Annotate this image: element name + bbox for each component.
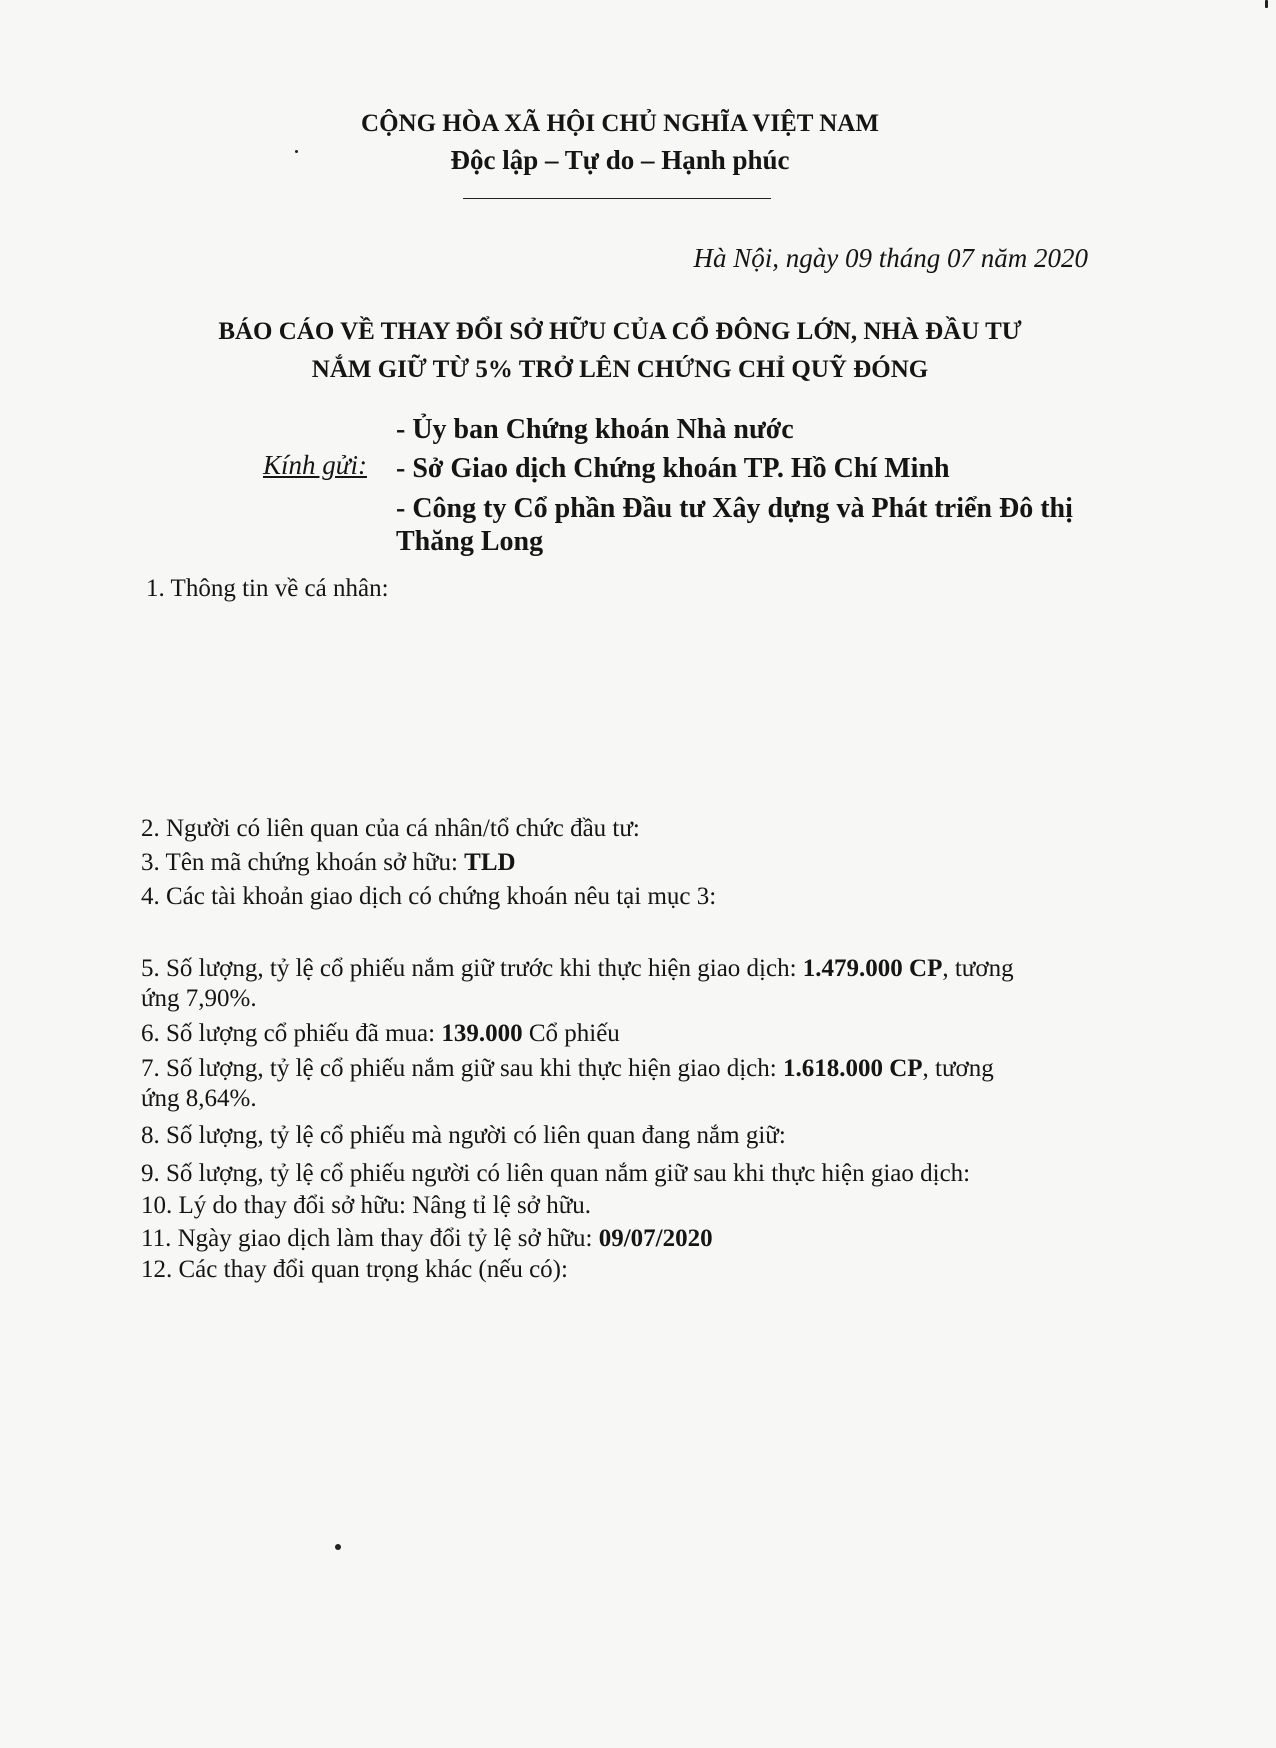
section-7-label: 7. Số lượng, tỷ lệ cổ phiếu nắm giữ sau khi thực hiện giao dịch: [141,1055,783,1082]
section-2: 2. Người có liên quan của cá nhân/tổ chức đầu tư: [141,815,640,842]
header-underline [463,198,771,199]
national-motto: Độc lập – Tự do – Hạnh phúc [450,145,790,175]
date-line: Hà Nội, ngày 09 tháng 07 năm 2020 [693,243,1088,273]
section-3-label: 3. Tên mã chứng khoán sở hữu: [141,849,465,876]
scan-edge-mark [1265,0,1268,8]
section-12: 12. Các thay đổi quan trọng khác (nếu có): [141,1256,568,1283]
section-3 [141,849,516,877]
section-5 [141,955,1014,983]
section-10: 10. Lý do thay đổi sở hữu: Nâng tỉ lệ sở hữu. [141,1192,592,1219]
recipient-1: - Ủy ban Chứng khoán Nhà nước [396,414,794,445]
section-7-cont: ứng 8,64%. [141,1085,257,1112]
section-3-value: TLD [464,849,516,876]
national-title: CỘNG HÒA XÃ HỘI CHỦ NGHĨA VIỆT NAM [361,110,879,137]
section-7-suffix: , tương [922,1055,994,1082]
section-6-label: 6. Số lượng cổ phiếu đã mua: [141,1020,442,1047]
section-9: 9. Số lượng, tỷ lệ cổ phiếu người có liên quan nắm giữ sau khi thực hiện giao dịch: [141,1160,971,1187]
scan-speck [335,1544,341,1550]
section-7-value: 1.618.000 CP [782,1055,923,1082]
section-6 [141,1020,620,1048]
recipients-label: Kính gửi: [263,450,367,480]
section-11-label: 11. Ngày giao dịch làm thay đổi tỷ lệ sở hữu: [141,1225,599,1252]
scan-speck [295,150,298,153]
section-6-suffix: Cổ phiếu [522,1020,620,1047]
section-5-label: 5. Số lượng, tỷ lệ cổ phiếu nắm giữ trước khi thực hiện giao dịch: [141,955,803,982]
section-11-value: 09/07/2020 [598,1225,713,1252]
section-11 [141,1225,713,1253]
section-1: 1. Thông tin về cá nhân: [146,575,389,602]
section-4: 4. Các tài khoản giao dịch có chứng khoán nêu tại mục 3: [141,883,717,910]
report-title-line-1: BÁO CÁO VỀ THAY ĐỔI SỞ HỮU CỦA CỔ ĐÔNG LỚN, NHÀ ĐẦU TƯ [218,318,1022,345]
section-5-suffix: , tương [942,955,1014,982]
section-7 [141,1055,994,1083]
section-6-value: 139.000 [441,1020,523,1047]
recipient-2: - Sở Giao dịch Chứng khoán TP. Hồ Chí Minh [396,453,950,484]
recipient-3-cont: Thăng Long [396,526,544,557]
section-5-cont: ứng 7,90%. [141,985,257,1012]
section-8: 8. Số lượng, tỷ lệ cổ phiếu mà người có liên quan đang nắm giữ: [141,1122,786,1149]
report-title-line-2: NẮM GIỮ TỪ 5% TRỞ LÊN CHỨNG CHỈ QUỸ ĐÓNG [311,356,929,383]
section-5-value: 1.479.000 CP [802,955,943,982]
recipient-3: - Công ty Cổ phần Đầu tư Xây dựng và Phát triển Đô thị [396,493,1073,524]
